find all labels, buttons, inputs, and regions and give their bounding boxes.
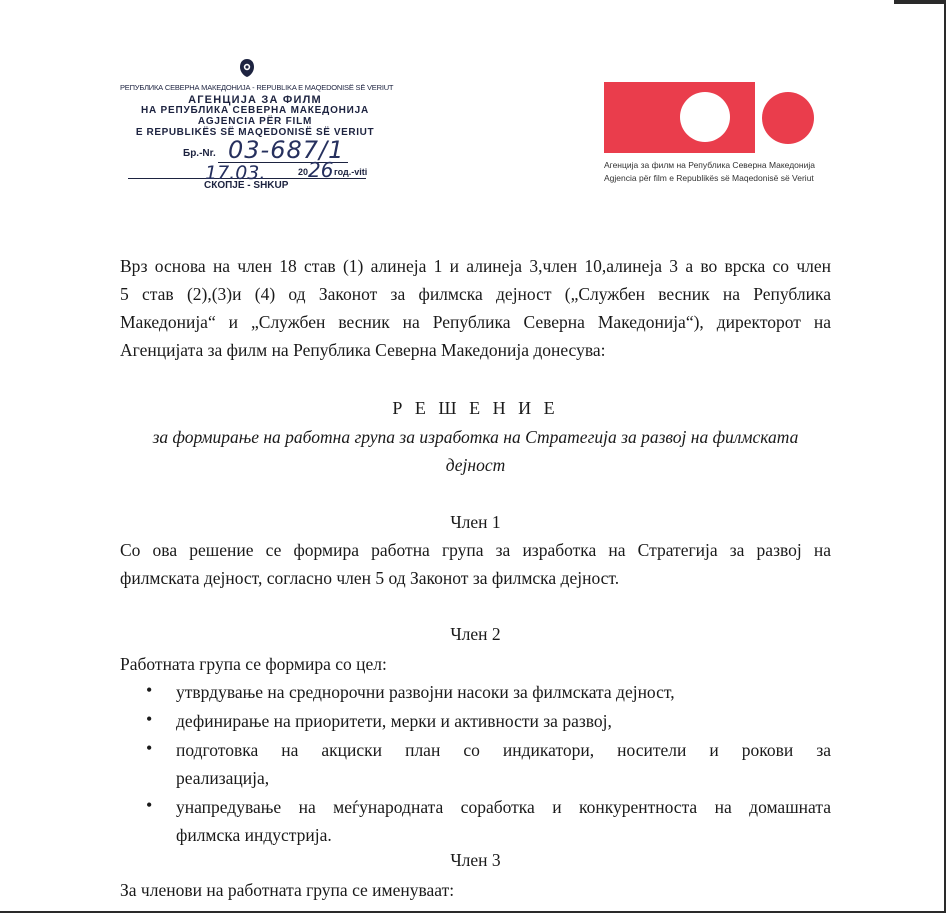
intro-line-2: 5 став (2),(3)и (4) од Законот за филмска дејност („Службен весник на Република (120, 284, 831, 304)
article-2-item-3: подготовка на акциски план со индикатори, носители и рокови за (176, 740, 831, 760)
article-2-heading: Член 2 (450, 624, 501, 644)
stamp-state-name: РЕПУБЛИКА СЕВЕРНА МАКЕДОНИЈА - REPUBLIKA E MAQEDONISË SË VERIUT (120, 83, 394, 92)
bullet-marker: • (146, 795, 153, 815)
intro-line-1: Врз основа на член 18 став (1) алинеја 1 и алинеја 3,член 10,алинеја 3 а во врска со член (120, 256, 831, 276)
decision-title: Р Е Ш Е Н И Е (392, 398, 559, 418)
stamp-handwritten-number: 03-687/1 (228, 136, 345, 164)
logo-caption-sq: Agjencia për film e Republikës së Maqedonisë së Veriut (604, 173, 814, 183)
stamp-agency-mk: АГЕНЦИЈА ЗА ФИЛМ (188, 94, 322, 106)
stamp-year-prefix: 20 (298, 167, 309, 177)
registry-stamp (120, 56, 394, 196)
intro-line-4: Агенцијата за филм на Република Северна Македонија донесува: (120, 340, 606, 360)
logo-red-circle (762, 92, 814, 144)
article-2-item-1: утврдување на среднорочни развојни насоки за филмската дејност, (176, 682, 675, 702)
decision-subtitle-1: за формирање на работна група за изработка на Стратегија за развој на филмската (152, 427, 799, 447)
bullet-marker: • (146, 680, 153, 700)
article-2-lead: Работната група се формира со цел: (120, 654, 387, 674)
stamp-agency-sq-2: E REPUBLIKËS SË MAQEDONISË SË VERIUT (135, 127, 375, 138)
intro-line-3: Македонија“ и „Службен весник на Република Северна Македонија“), директорот на (120, 312, 831, 332)
stamp-agency-sq: AGJENCIA PËR FILM (197, 116, 313, 127)
decision-subtitle-2: дејност (445, 455, 506, 475)
article-2-item-3-cont: реализација, (176, 768, 270, 788)
stamp-year-suffix: год.-viti (334, 167, 368, 177)
stamp-agency-mk-2: НА РЕПУБЛИКА СЕВЕРНА МАКЕДОНИЈА (140, 105, 370, 116)
stamp-handwritten-date: 17.03. (205, 162, 266, 184)
article-2-item-4: унапредување на меѓународната соработка и конкурентноста на домашната (176, 797, 831, 817)
article-3-heading: Член 3 (450, 850, 501, 870)
state-emblem-icon (239, 58, 255, 78)
bullet-marker: • (146, 738, 153, 758)
logo-white-circle (680, 92, 730, 142)
stamp-number-label: Бр.-Nr. (183, 148, 216, 159)
agency-logo (604, 82, 824, 192)
article-3-lead: За членови на работната група се именуваат: (120, 880, 455, 900)
scan-border-top (894, 0, 946, 4)
bullet-marker: • (146, 709, 153, 729)
logo-red-block (604, 82, 755, 153)
logo-caption-mk: Агенција за филм на Република Северна Македонија (604, 160, 815, 170)
article-2-item-4-cont: филмска индустрија. (176, 825, 332, 845)
article-1-heading: Член 1 (450, 512, 501, 532)
article-2-item-2: дефинирање на приоритети, мерки и активности за развој, (176, 711, 612, 731)
stamp-city: СКОПЈЕ - SHKUP (204, 180, 289, 191)
article-1-line-2: филмската дејност, согласно член 5 од Законот за филмска дејност. (120, 568, 620, 588)
stamp-handwritten-year: 26 (308, 158, 334, 182)
article-1-line-1: Со ова решение се формира работна група за изработка на Стратегија за развој на (120, 540, 831, 560)
